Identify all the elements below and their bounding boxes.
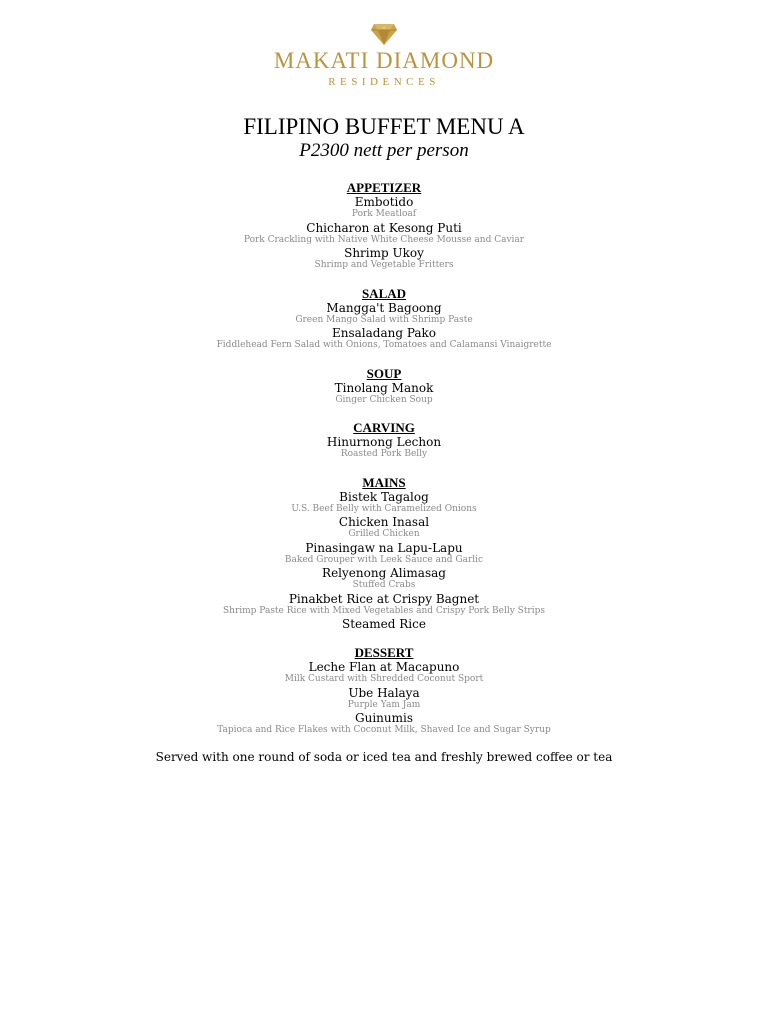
dish-name: Chicken Inasal xyxy=(338,515,430,529)
dish-description: U.S. Beef Belly with Caramelized Onions xyxy=(291,503,477,514)
section-title: MAINS xyxy=(362,474,406,490)
logo-subtitle: RESIDENCES xyxy=(328,76,440,88)
section-carving xyxy=(0,420,768,461)
dish-name: Embotido xyxy=(354,195,414,209)
dish-description: Pork Meatloaf xyxy=(351,209,417,219)
dish-name: Shrimp Ukoy xyxy=(344,246,424,260)
dish-description: Tapioca and Rice Flakes with Coconut Milk, Shaved Ice and Sugar Syrup xyxy=(217,725,551,735)
dish-description: Roasted Pork Belly xyxy=(340,449,428,459)
dish-name: Ensaladang Pako xyxy=(331,326,437,340)
dish-name: Bistek Tagalog xyxy=(339,489,429,504)
menu xyxy=(0,180,768,764)
dish-name: Steamed Rice xyxy=(342,617,426,631)
dish-name: Ube Halaya xyxy=(348,685,420,700)
section-title: APPETIZER xyxy=(346,180,422,195)
dish-description: Shrimp Paste Rice with Mixed Vegetables and Crispy Pork Belly Strips xyxy=(223,605,545,616)
section-title: SOUP xyxy=(366,365,402,381)
section-salad xyxy=(0,286,768,352)
dish-description: Fiddlehead Fern Salad with Onions, Tomatoes and Calamansi Vinaigrette xyxy=(216,340,552,350)
section-mains xyxy=(0,475,768,632)
dish-description: Shrimp and Vegetable Fritters xyxy=(314,260,454,270)
dish-description: Baked Grouper with Leek Sauce and Garlic xyxy=(284,554,484,565)
title-block xyxy=(0,114,768,162)
dish-name: Pinasingaw na Lapu-Lapu xyxy=(305,540,463,555)
dish-description: Milk Custard with Shredded Coconut Sport xyxy=(284,674,484,684)
dish-name: Guinumis xyxy=(355,711,413,725)
section-soup xyxy=(0,366,768,407)
dish-name: Pinakbet Rice at Crispy Bagnet xyxy=(288,591,480,606)
dish-description: Purple Yam Jam xyxy=(347,699,421,710)
dish-name: Chicharon at Kesong Puti xyxy=(306,220,462,235)
dish-description: Green Mango Salad with Shrimp Paste xyxy=(295,314,473,325)
dish-name: Hinurnong Lechon xyxy=(326,435,442,449)
footer-note: Served with one round of soda or iced tea and freshly brewed coffee or tea xyxy=(155,749,613,764)
diamond-icon xyxy=(370,22,398,46)
dish-description: Stuffed Crabs xyxy=(352,580,416,590)
dish-name: Relyenong Alimasag xyxy=(322,566,446,580)
dish-description: Grilled Chicken xyxy=(348,529,420,539)
section-title: CARVING xyxy=(353,420,415,435)
section-appetizer xyxy=(0,180,768,272)
dish-description: Pork Crackling with Native White Cheese Mousse and Caviar xyxy=(243,234,525,245)
menu-price: P2300 nett per person xyxy=(299,140,469,161)
menu-title: FILIPINO BUFFET MENU A xyxy=(243,114,525,139)
section-dessert xyxy=(0,645,768,737)
dish-description: Ginger Chicken Soup xyxy=(335,394,433,405)
dish-name: Leche Flan at Macapuno xyxy=(308,660,460,674)
dish-name: Mangga't Bagoong xyxy=(326,300,442,315)
section-title: SALAD xyxy=(361,285,407,301)
logo xyxy=(0,22,768,89)
logo-brand: MAKATI DIAMOND xyxy=(273,48,495,73)
dish-name: Tinolang Manok xyxy=(334,380,434,395)
section-title: DESSERT xyxy=(354,645,414,660)
